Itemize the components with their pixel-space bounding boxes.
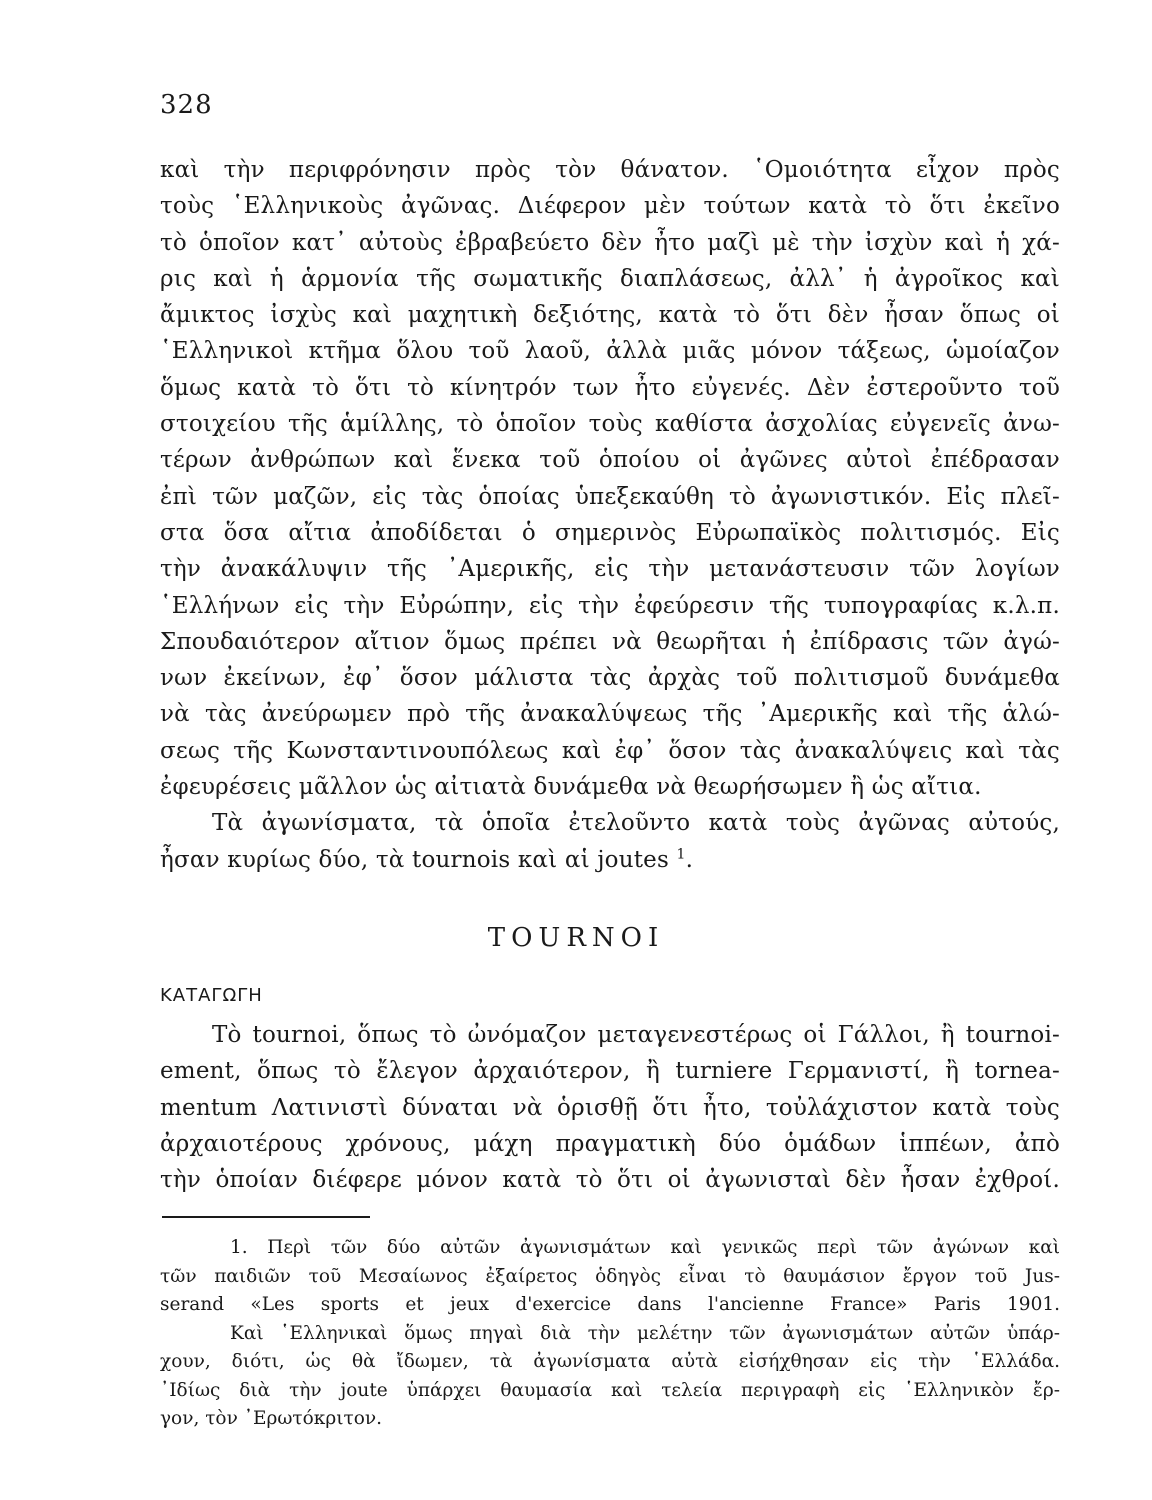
text-line: τὴν ὁποίαν διέφερε μόνον κατὰ τὸ ὅτι οἱ ἀγωνισταὶ δὲν ἦσαν ἐχθροί.	[160, 1167, 1060, 1194]
text-line: νων ἐκείνων, ἐφ᾽ ὅσον μάλιστα τὰς ἀρχὰς τοῦ πολιτισμοῦ δυνάμεθα	[160, 665, 1060, 692]
footnote-reference[interactable]: 1	[676, 845, 686, 862]
text-line: τοὺς ῾Ελληνικοὺς ἀγῶνας. Διέφερον μὲν τούτων κατὰ τὸ ὅτι ἐκεῖνο	[160, 193, 1060, 220]
text-line: σεως τῆς Κωνσταντινουπόλεως καὶ ἐφ᾽ ὅσον τὰς ἀνακαλύψεις καὶ τὰς	[160, 737, 1060, 764]
text-line: στοιχείου τῆς ἁμίλλης, τὸ ὁποῖον τοὺς καθίστα ἀσχολίας εὐγενεῖς ἀνω-	[160, 411, 1060, 438]
text-line: Τὰ ἀγωνίσματα, τὰ ὁποῖα ἐτελοῦντο κατὰ τοὺς ἀγῶνας αὐτούς,	[212, 810, 1060, 837]
text-line: mentum Λατινιστὶ δύναται νὰ ὁρισθῇ ὅτι ἦτο, τοὐλάχιστον κατὰ τοὺς	[160, 1094, 1060, 1121]
footnote-line: τῶν παιδιῶν τοῦ Μεσαίωνος ἐξαίρετος ὁδηγὸς εἶναι τὸ θαυμάσιον ἔργον τοῦ Jus-	[160, 1265, 1060, 1287]
text-line: ἐφευρέσεις μᾶλλον ὡς αἰτιατὰ δυνάμεθα νὰ θεωρήσωμεν ἢ ὡς αἴτια.	[160, 774, 982, 801]
footnote-line: 1. Περὶ τῶν δύο αὐτῶν ἀγωνισμάτων καὶ γενικῶς περὶ τῶν ἀγώνων καὶ	[230, 1237, 1060, 1258]
footnote-line: Καὶ ῾Ελληνικαὶ ὅμως πηγαὶ διὰ τὴν μελέτην τῶν ἀγωνισμάτων αὐτῶν ὑπάρ-	[230, 1322, 1060, 1344]
text-line: ement, ὅπως τὸ ἔλεγον ἀρχαιότερον, ἢ turniere Γερμανιστί, ἢ tornea-	[160, 1058, 1060, 1085]
text-line: στα ὅσα αἴτια ἀποδίδεται ὁ σημερινὸς Εὐρωπαϊκὸς πολιτισμός. Εἰς	[160, 519, 1060, 546]
text-line: καὶ τὴν περιφρόνησιν πρὸς τὸν θάνατον. ῾Ομοιότητα εἶχον πρὸς	[160, 157, 1060, 183]
text-line: ρις καὶ ἡ ἁρμονία τῆς σωματικῆς διαπλάσεως, ἀλλ᾽ ἡ ἀγροῖκος καὶ	[160, 265, 1060, 292]
text-line: ῾Ελληνικοὶ κτῆμα ὅλου τοῦ λαοῦ, ἀλλὰ μιᾶς μόνον τάξεως, ὡμοίαζον	[160, 338, 1060, 365]
text-line: Σπουδαιότερον αἴτιον ὅμως πρέπει νὰ θεωρῆται ἡ ἐπίδρασις τῶν ἀγώ-	[160, 628, 1060, 655]
body-paragraph	[160, 152, 1060, 878]
text-line: ἐπὶ τῶν μαζῶν, εἰς τὰς ὁποίας ὑπεξεκαύθη τὸ ἀγωνιστικόν. Εἰς πλεῖ-	[160, 483, 1060, 510]
section-subheading: ΚΑΤΑΓΩΓΗ	[160, 985, 263, 1006]
text-line: ἄμικτος ἰσχὺς καὶ μαχητικὴ δεξιότης, κατὰ τὸ ὅτι δὲν ἦσαν ὅπως οἱ	[160, 302, 1060, 329]
text-line: τὴν ἀνακάλυψιν τῆς ᾽Αμερικῆς, εἰς τὴν μετανάστευσιν τῶν λογίων	[160, 556, 1060, 583]
footnote-line: serand «Les sports et jeux d'exercice dans l'ancienne France» Paris 1901.	[160, 1294, 1060, 1315]
footnotes	[160, 1234, 1060, 1434]
tournoi-paragraph	[160, 1017, 1060, 1198]
text-line: ὅμως κατὰ τὸ ὅτι τὸ κίνητρόν των ἦτο εὐγενές. Δὲν ἐστεροῦντο τοῦ	[160, 374, 1060, 401]
footnote-line: χουν, διότι, ὡς θὰ ἴδωμεν, τὰ ἀγωνίσματα αὐτὰ εἰσήχθησαν εἰς τὴν ῾Ελλάδα.	[160, 1351, 1060, 1372]
text-line-with-footnote: ἦσαν κυρίως δύο, τὰ tournois καὶ αἱ joutes $^1$.	[160, 845, 694, 873]
footnote-line: ᾽Ιδίως διὰ τὴν joute ὑπάρχει θαυμασία καὶ τελεία περιγραφὴ εἰς ῾Ελληνικὸν ἔρ-	[160, 1379, 1060, 1401]
text-line: νὰ τὰς ἀνεύρωμεν πρὸ τῆς ἀνακαλύψεως τῆς ᾽Αμερικῆς καὶ τῆς ἁλώ-	[160, 701, 1060, 728]
text-line: Τὸ tournoi, ὅπως τὸ ὠνόμαζον μεταγενεστέρως οἱ Γάλλοι, ἢ tournoi-	[212, 1022, 1060, 1048]
footnote-line: γον, τὸν ᾽Ερωτόκριτον.	[160, 1408, 382, 1429]
text-line: ῾Ελλήνων εἰς τὴν Εὐρώπην, εἰς τὴν ἐφεύρεσιν τῆς τυπογραφίας κ.λ.π.	[160, 592, 1060, 619]
section-heading: TOURNOI	[487, 923, 665, 953]
page-number: 328	[160, 90, 213, 120]
footnote-divider	[162, 1216, 370, 1218]
text-line: ἦσαν κυρίως δύο, τὰ tournois καὶ αἱ joutes	[160, 846, 669, 873]
text-line: τὸ ὁποῖον κατ᾽ αὐτοὺς ἐβραβεύετο δὲν ἦτο μαζὶ μὲ τὴν ἰσχὺν καὶ ἡ χά-	[160, 229, 1060, 256]
text-line: ἀρχαιοτέρους χρόνους, μάχη πραγματικὴ δύο ὁμάδων ἱππέων, ἀπὸ	[160, 1130, 1060, 1157]
text-line: τέρων ἀνθρώπων καὶ ἕνεκα τοῦ ὁποίου οἱ ἀγῶνες αὐτοὶ ἐπέδρασαν	[160, 447, 1060, 474]
